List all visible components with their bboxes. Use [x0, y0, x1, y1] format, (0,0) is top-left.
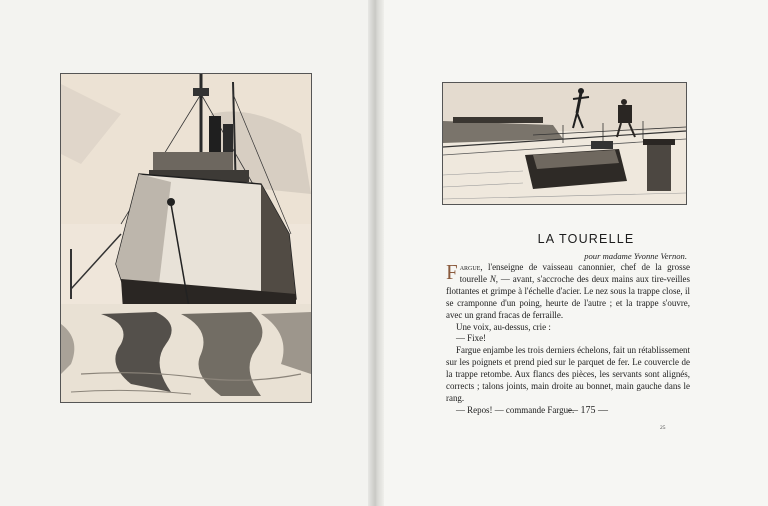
book-gutter	[368, 0, 384, 506]
paragraph-1	[446, 262, 690, 322]
paragraph-5: — Repos! — commande Fargue.	[456, 404, 575, 415]
deck-illustration	[442, 82, 687, 205]
name-smallcaps: argue	[459, 262, 481, 272]
body-text	[446, 262, 690, 417]
turret-letter: N,	[489, 273, 499, 284]
paragraph-4: Fargue enjambe les trois derniers échelons, fait un rétablissement sur les poignets et prend pied sur le parquet de fer. Le couvercle de la trappe retombe. Aux flancs des pièces, les servants sont alignés, corrects ; talons joints, main droite au bonnet, main gauche dans le rang.	[446, 345, 690, 403]
dedication: pour madame Yvonne Vernon.	[584, 251, 687, 261]
signature-mark: 25	[660, 425, 666, 431]
paragraph-2: Une voix, au-dessus, crie :	[456, 321, 551, 332]
paragraph-1-text-b: — avant, s'accroche des deux mains aux tire-veilles flottantes et grimpe à l'échelle d'acier. Le nez sous la trappe close, il se cramponne d'un poing, heurte de l'autre ; et la trappe s'ouvre, avec un grand fracas de ferraille.	[446, 273, 690, 320]
page-number: — 175 —	[568, 405, 608, 416]
chapter-title: LA TOURELLE	[537, 232, 635, 246]
paragraph-1-text-a: , l'enseigne de vaisseau canonnier, chef de la grosse tourelle	[459, 262, 690, 284]
paragraph-3: — Fixe!	[456, 333, 487, 344]
ship-illustration	[60, 73, 312, 403]
drop-cap: F	[446, 260, 458, 284]
